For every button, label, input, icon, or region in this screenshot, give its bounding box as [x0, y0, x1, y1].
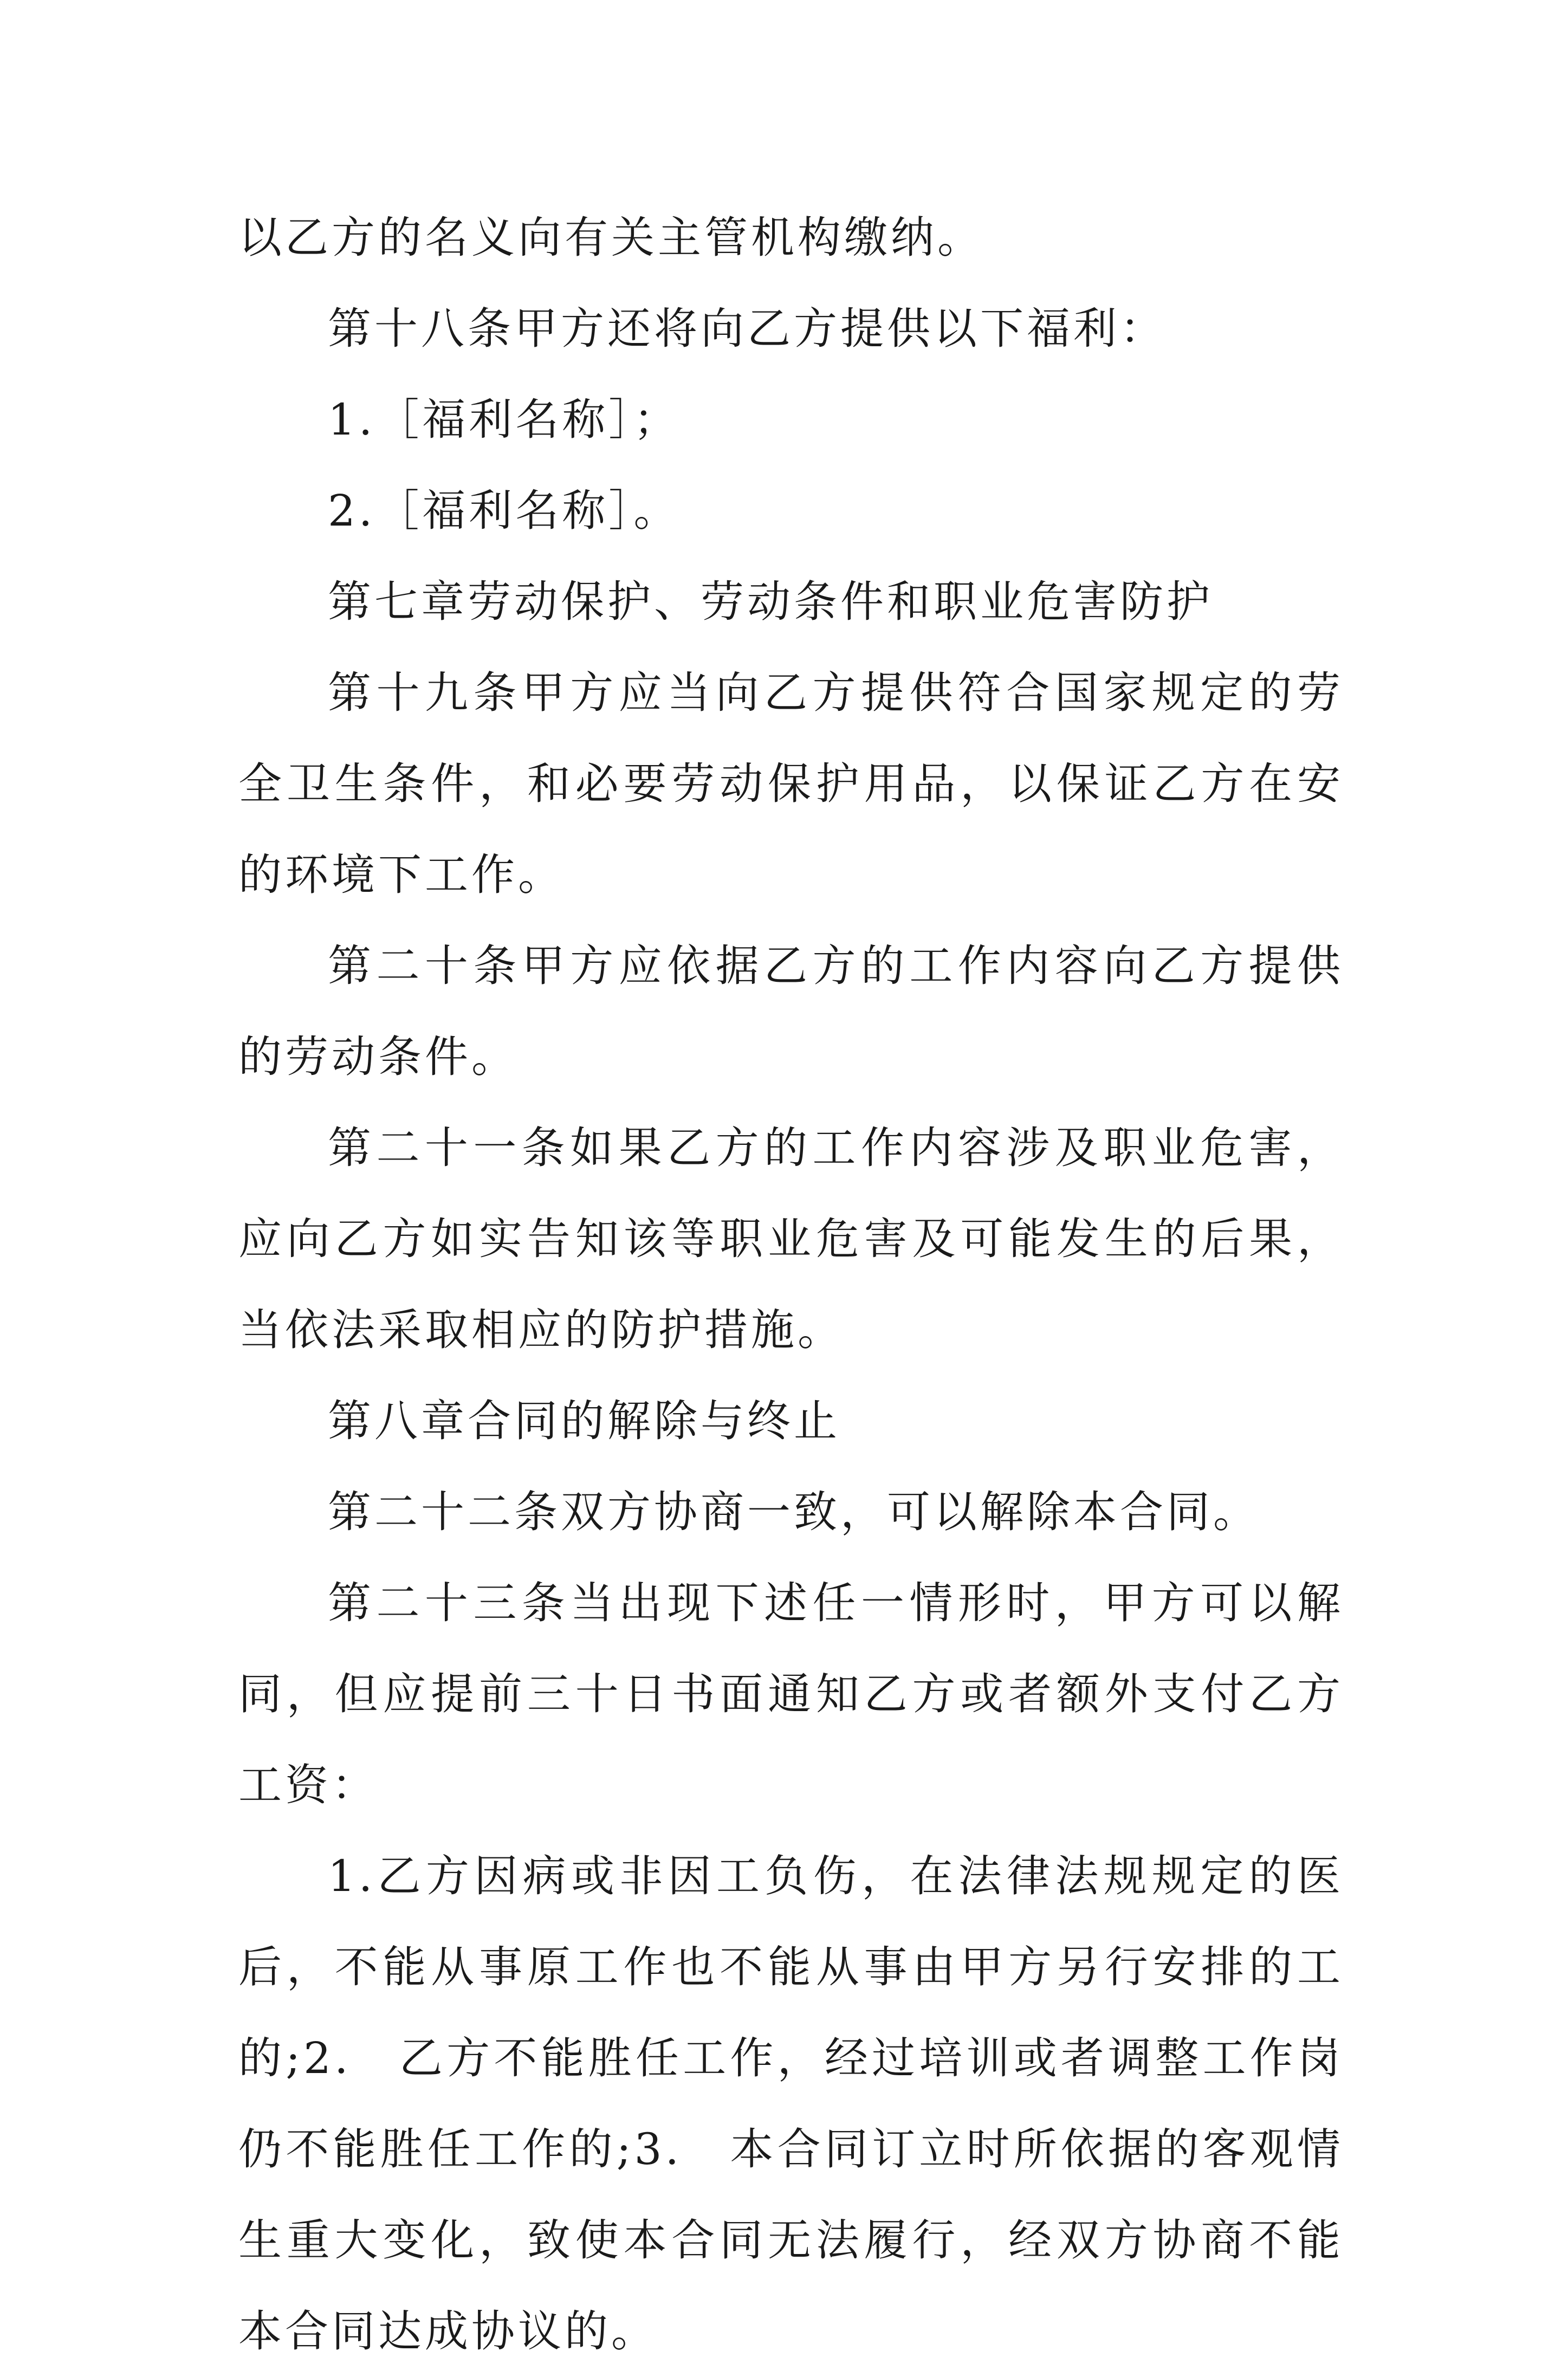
article-22: 第二十二条双方协商一致，可以解除本合同。 [328, 1487, 1260, 1537]
article-21-line-1: 第二十一条如果乙方的工作内容涉及职业危害， [328, 1123, 1344, 1173]
text-line: 以乙方的名义向有关主管机构缴纳。 [238, 212, 984, 263]
condition-line-5: 生重大变化，致使本合同无法履行，经双方协商不能 [238, 2215, 1344, 2265]
article-20-line-2: 的劳动条件。 [238, 1032, 518, 1082]
condition-line-3: 的;2. 乙方不能胜任工作，经过培训或者调整工作岗 [238, 2033, 1344, 2083]
article-23-line-2: 同，但应提前三十日书面通知乙方或者额外支付乙方 [238, 1669, 1344, 1719]
condition-line-2: 后，不能从事原工作也不能从事由甲方另行安排的工 [238, 1942, 1344, 1992]
article-18-heading: 第十八条甲方还将向乙方提供以下福利： [328, 303, 1167, 354]
chapter-7-heading: 第七章劳动保护、劳动条件和职业危害防护 [328, 577, 1213, 627]
condition-line-6: 本合同达成协议的。 [238, 2306, 658, 2356]
article-19-line-1: 第十九条甲方应当向乙方提供符合国家规定的劳 [328, 668, 1344, 718]
article-23-line-3: 工资： [238, 1760, 378, 1810]
article-20-line-1: 第二十条甲方应依据乙方的工作内容向乙方提供 [328, 941, 1344, 991]
article-23-line-1: 第二十三条当出现下述任一情形时，甲方可以解 [328, 1578, 1344, 1628]
article-19-line-2: 全卫生条件，和必要劳动保护用品，以保证乙方在安 [238, 759, 1344, 809]
condition-line-1: 1.乙方因病或非因工负伤，在法律法规规定的医 [328, 1851, 1344, 1901]
article-21-line-2: 应向乙方如实告知该等职业危害及可能发生的后果， [238, 1214, 1344, 1264]
chapter-8-heading: 第八章合同的解除与终止 [328, 1396, 840, 1446]
condition-line-4: 仍不能胜任工作的;3. 本合同订立时所依据的客观情 [238, 2124, 1344, 2174]
benefit-item-1: 1.［福利名称］； [328, 394, 681, 445]
document-body [238, 192, 1344, 2377]
article-19-line-3: 的环境下工作。 [238, 850, 565, 900]
benefit-item-2: 2.［福利名称］。 [328, 485, 681, 536]
article-21-line-3: 当依法采取相应的防护措施。 [238, 1305, 844, 1355]
